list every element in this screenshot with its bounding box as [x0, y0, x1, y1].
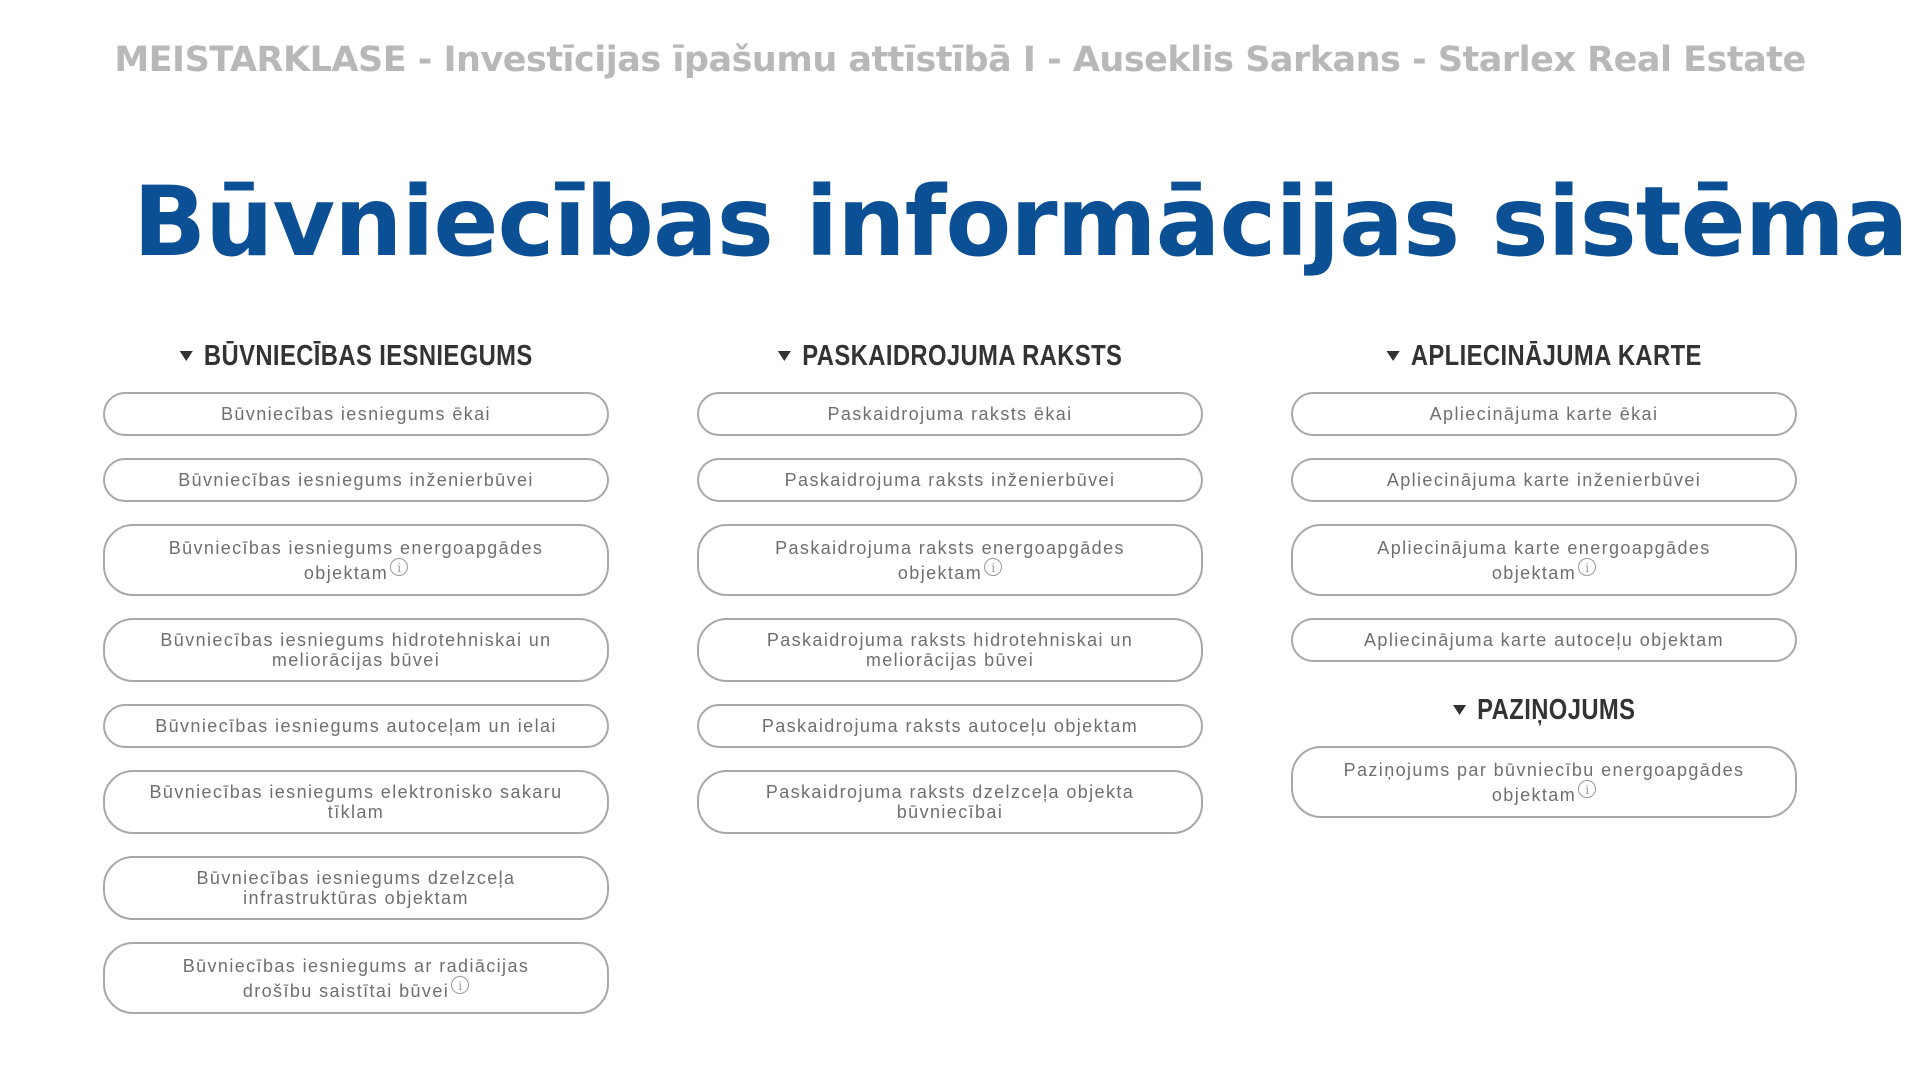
top-banner: MEISTARKLASE - Investīcijas īpašumu attīstībā I - Auseklis Sarkans - Starlex Real Estate [114, 40, 1806, 80]
option-raksts-ekai[interactable] [697, 392, 1203, 436]
option-karte-energoapgades[interactable] [1291, 524, 1797, 596]
option-karte-autocelu[interactable] [1291, 618, 1797, 662]
option-raksts-dzelzcela[interactable] [697, 770, 1203, 834]
section-header-label: PAZIŅOJUMS [1477, 693, 1636, 726]
column-apliecinajuma-karte [1291, 330, 1797, 840]
option-iesniegums-radiacijas[interactable] [103, 942, 609, 1014]
option-label: Būvniecības iesniegums ar radiācijas drošību saistītai būvei [182, 955, 530, 1001]
info-circle-icon[interactable]: i [984, 558, 1002, 576]
option-label: Paskaidrojuma raksts ēkai [827, 404, 1073, 424]
page-title: Būvniecības informācijas sistēma [133, 166, 1908, 278]
column-buvniecibas-iesniegums [103, 330, 609, 1036]
option-pazinojums-energoapgades[interactable] [1291, 746, 1797, 818]
info-circle-icon[interactable]: i [1578, 558, 1596, 576]
option-iesniegums-sakaru-tiklam[interactable] [103, 770, 609, 834]
section-pazinojums [1291, 684, 1797, 818]
option-karte-inzenierbuvei[interactable] [1291, 458, 1797, 502]
option-label: Paskaidrojuma raksts autoceļu objektam [761, 716, 1139, 736]
column-paskaidrojuma-raksts [697, 330, 1203, 856]
option-label: Būvniecības iesniegums energoapgādes objektam [168, 537, 544, 583]
triangle-down-icon [1386, 351, 1399, 361]
section-header-apliecinajuma-karte[interactable] [1337, 330, 1752, 382]
option-raksts-hidrotehniskai[interactable] [697, 618, 1203, 682]
option-label: Apliecinājuma karte autoceļu objektam [1364, 630, 1724, 650]
info-circle-icon[interactable]: i [1578, 780, 1596, 798]
option-label: Būvniecības iesniegums ēkai [221, 404, 491, 424]
option-label: Paziņojums par būvniecību energoapgādes objektam [1343, 759, 1745, 805]
option-raksts-inzenierbuvei[interactable] [697, 458, 1203, 502]
option-label: Būvniecības iesniegums inženierbūvei [178, 470, 534, 490]
option-label: Paskaidrojuma raksts energoapgādes objektam [775, 537, 1125, 583]
option-karte-ekai[interactable] [1291, 392, 1797, 436]
option-label: Paskaidrojuma raksts inženierbūvei [784, 470, 1116, 490]
section-header-label: BŪVNIECĪBAS IESNIEGUMS [203, 339, 533, 372]
option-iesniegums-hidrotehniskai[interactable] [103, 618, 609, 682]
option-label: Apliecinājuma karte ēkai [1429, 404, 1659, 424]
option-label: Apliecinājuma karte energoapgādes objektam [1377, 537, 1711, 583]
option-raksts-autocelu[interactable] [697, 704, 1203, 748]
triangle-down-icon [179, 351, 192, 361]
section-header-label: APLIECINĀJUMA KARTE [1410, 339, 1702, 372]
section-header-buvniecibas-iesniegums[interactable] [149, 330, 564, 382]
option-iesniegums-inzenierbuvei[interactable] [103, 458, 609, 502]
option-label: Būvniecības iesniegums autoceļam un ielai [155, 716, 557, 736]
option-label: Apliecinājuma karte inženierbūvei [1386, 470, 1702, 490]
option-label: Būvniecības iesniegums elektronisko sakaru tīklam [149, 782, 563, 822]
option-label: Būvniecības iesniegums dzelzceļa infrastruktūras objektam [196, 868, 516, 908]
triangle-down-icon [1453, 705, 1466, 715]
info-circle-icon[interactable]: i [390, 558, 408, 576]
section-header-pazinojums[interactable] [1337, 684, 1752, 736]
triangle-down-icon [778, 351, 791, 361]
option-iesniegums-autocelam[interactable] [103, 704, 609, 748]
info-circle-icon[interactable]: i [451, 976, 469, 994]
option-label: Paskaidrojuma raksts hidrotehniskai un meliorācijas būvei [766, 630, 1134, 670]
option-label: Būvniecības iesniegums hidrotehniskai un meliorācijas būvei [160, 630, 552, 670]
option-iesniegums-energoapgades[interactable] [103, 524, 609, 596]
section-header-label: PASKAIDROJUMA RAKSTS [802, 339, 1123, 372]
option-label: Paskaidrojuma raksts dzelzceļa objekta būvniecībai [765, 782, 1135, 822]
option-iesniegums-dzelzcela[interactable] [103, 856, 609, 920]
section-header-paskaidrojuma-raksts[interactable] [743, 330, 1158, 382]
option-raksts-energoapgades[interactable] [697, 524, 1203, 596]
option-iesniegums-ekai[interactable] [103, 392, 609, 436]
